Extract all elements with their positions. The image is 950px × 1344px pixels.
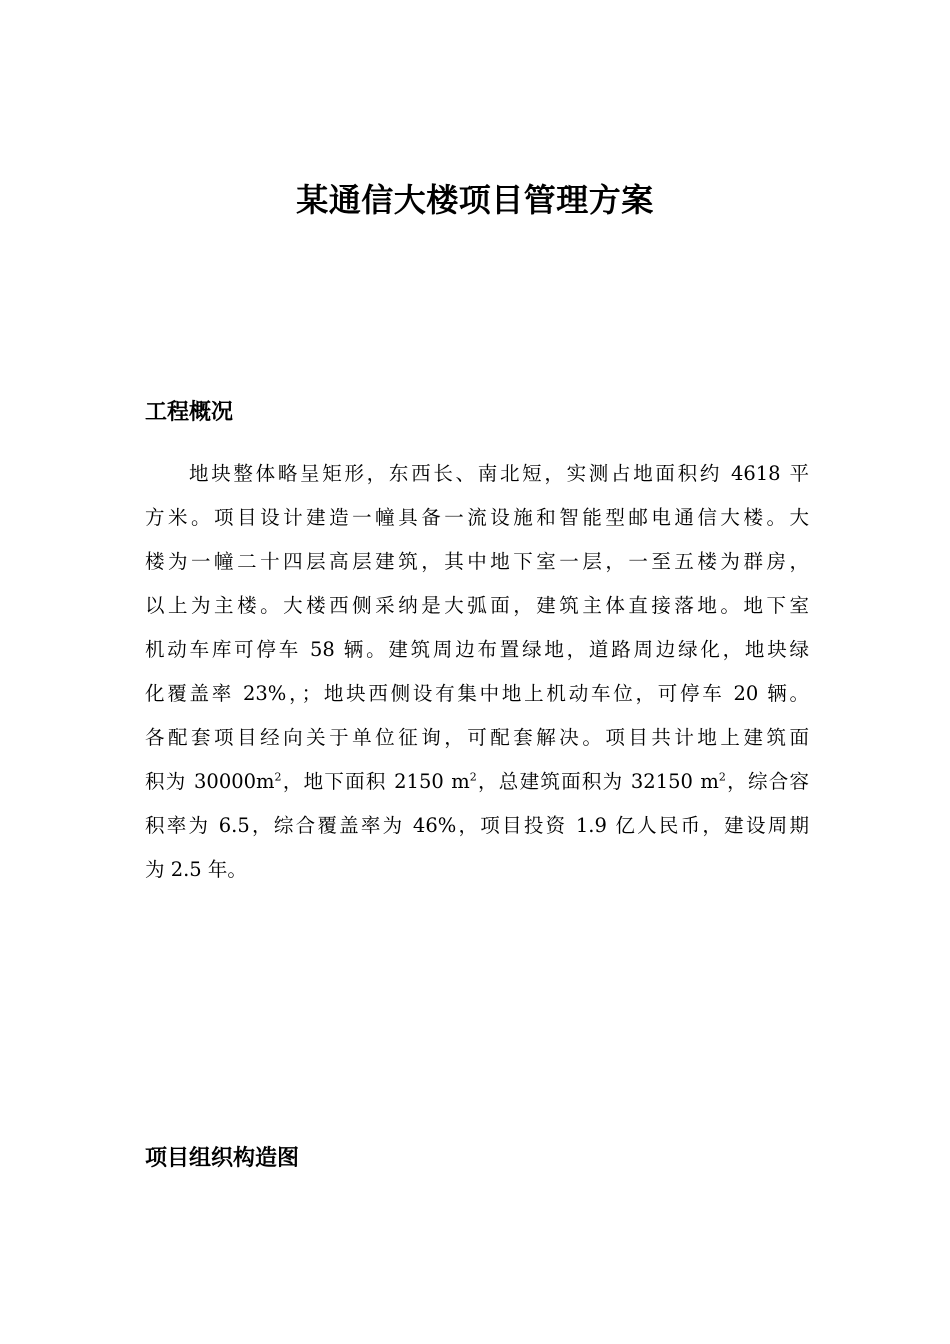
area-text: ，总建筑面积为 32150 m (476, 770, 719, 793)
paragraph-line: 化覆盖率 23%，；地块西侧设有集中地上机动车位，可停车 20 辆。 (145, 682, 809, 705)
superscript: 2 (469, 770, 477, 784)
superscript: 2 (274, 770, 282, 784)
paragraph-line: 机动车库可停车 58 辆。建筑周边布置绿地，道路周边绿化，地块绿 (145, 638, 809, 661)
paragraph-line: 积率为 6.5，综合覆盖率为 46%，项目投资 1.9 亿人民币，建设周期 (145, 814, 809, 837)
superscript: 2 (718, 770, 726, 784)
paragraph-line: 为 2.5 年。 (145, 858, 247, 881)
area-text: ，综合容 (725, 770, 809, 793)
paragraph-line: 以上为主楼。大楼西侧采纳是大弧面，建筑主体直接落地。地下室 (145, 594, 809, 617)
area-text: ，地下面积 2150 m (281, 770, 470, 793)
section-heading-overview: 工程概况 (145, 400, 234, 425)
document-title: 某通信大楼项目管理方案 (296, 181, 654, 219)
section-heading-org-chart: 项目组织构造图 (145, 1146, 300, 1171)
paragraph-line: 各配套项目经向关于单位征询，可配套解决。项目共计地上建筑面 (145, 726, 809, 749)
overview-paragraph (145, 452, 809, 892)
area-text: 积为 30000m (145, 770, 275, 793)
paragraph-line-area (145, 760, 809, 804)
paragraph-line: 方米。项目设计建造一幢具备一流设施和智能型邮电通信大楼。大 (145, 506, 809, 529)
paragraph-line: 地块整体略呈矩形，东西长、南北短，实测占地面积约 4618 平 (189, 462, 809, 485)
paragraph-line: 楼为一幢二十四层高层建筑，其中地下室一层，一至五楼为群房， (145, 550, 809, 573)
